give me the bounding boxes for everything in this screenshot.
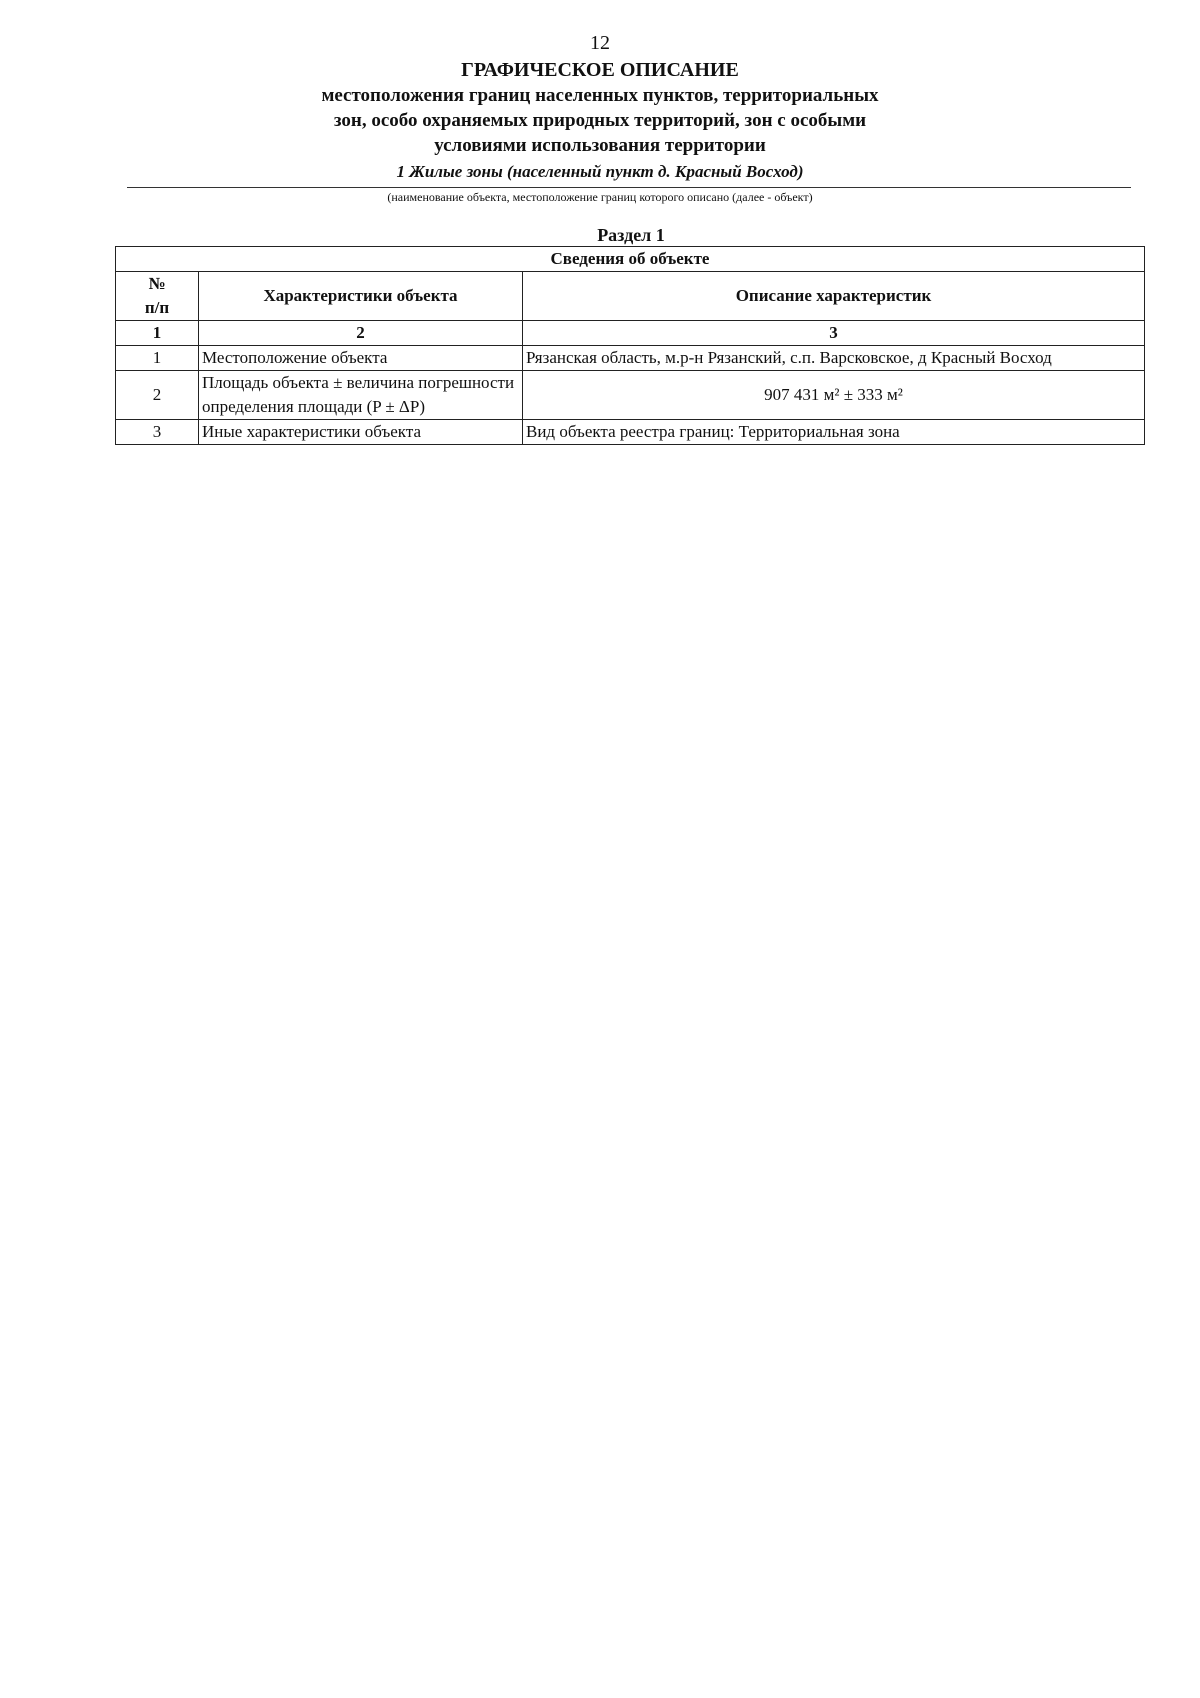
row-characteristic: Местоположение объекта	[199, 346, 523, 371]
object-name: 1 Жилые зоны (населенный пункт д. Красный Восход)	[396, 162, 804, 181]
row-number: 3	[116, 420, 199, 445]
row-description: Рязанская область, м.р-н Рязанский, с.п. Варсковское, д Красный Восход	[523, 346, 1145, 371]
underline-divider	[127, 187, 1131, 188]
row-number: 1	[116, 346, 199, 371]
column-number: 3	[523, 321, 1145, 346]
document-subtitle-line: зон, особо охраняемых природных территорий, зон с особыми	[333, 110, 867, 131]
row-description: 907 431 м² ± 333 м²	[523, 371, 1145, 420]
table-row	[116, 371, 1145, 420]
row-characteristic: Площадь объекта ± величина погрешности определения площади (P ± ΔP)	[199, 371, 523, 420]
row-characteristic: Иные характеристики объекта	[199, 420, 523, 445]
table-caption: Сведения об объекте	[116, 247, 1145, 272]
table-header-row	[116, 272, 1145, 321]
object-caption: (наименование объекта, местоположение границ которого описано (далее - объект)	[387, 190, 813, 204]
table-caption-row	[116, 247, 1145, 272]
row-number: 2	[116, 371, 199, 420]
document-subtitle-line: местоположения границ населенных пунктов, территориальных	[321, 85, 879, 106]
document-heading	[0, 58, 1200, 158]
header-number: № п/п	[116, 272, 199, 321]
row-description: Вид объекта реестра границ: Территориальная зона	[523, 420, 1145, 445]
object-info-table	[115, 246, 1145, 445]
column-number: 2	[199, 321, 523, 346]
column-number-row	[116, 321, 1145, 346]
section-title: Раздел 1	[597, 225, 665, 245]
column-number: 1	[116, 321, 199, 346]
document-title: ГРАФИЧЕСКОЕ ОПИСАНИЕ	[461, 59, 739, 81]
document-subtitle-line: условиями использования территории	[434, 135, 766, 156]
header-description: Описание характеристик	[523, 272, 1145, 321]
table-row	[116, 420, 1145, 445]
header-characteristic: Характеристики объекта	[199, 272, 523, 321]
page-number: 12	[590, 32, 610, 54]
table-row	[116, 346, 1145, 371]
